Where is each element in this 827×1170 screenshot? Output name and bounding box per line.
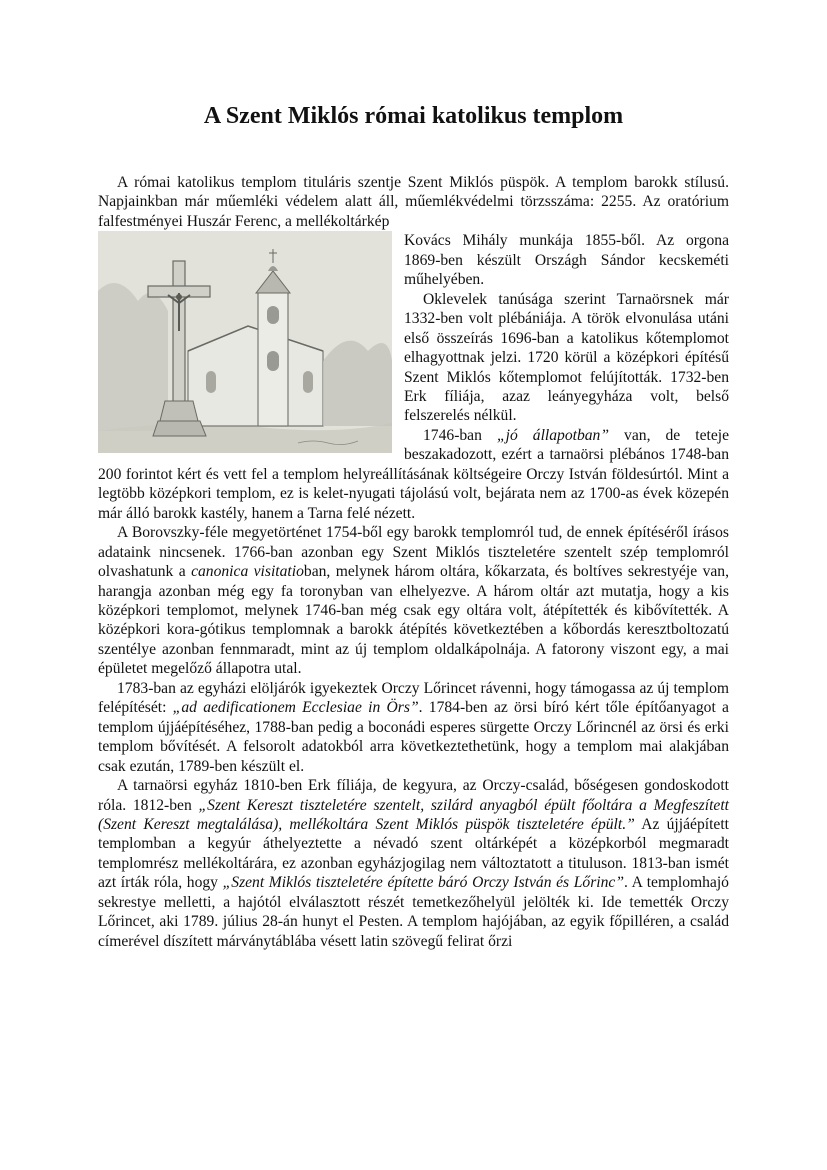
paragraph-5-text-a: 1783-ban az egyházi elöljárók igyekeztek Orczy Lőrincet rávenni, hogy támogassa az új templom felépítését: — [98, 679, 729, 717]
paragraph-6-text-b: Az újjáépített templomban a kegyúr áthelyeztette a névadó szent oltárképét a középkorból megmaradt templomrész mellékoltárára, ez azonban egyházjogilag nem változtatott a tituluson. 1813-ban ismét azt írták róla, hogy — [98, 815, 729, 892]
paragraph-3-quote: „jó állapotban” — [496, 426, 610, 444]
paragraph-4-italic: canonica visitatio — [191, 563, 304, 581]
paragraph-6 — [98, 776, 729, 951]
paragraph-3-text-a: 1746-ban — [423, 426, 497, 444]
church-sketch-image — [98, 231, 392, 453]
paragraph-3-text-b: van, de teteje beszakadozott, ezért a tarnaörsi plébános 1748-ban 200 forintot kért és vett fel a templom helyreállításának költségeire Orczy István földesúrtól. Mint a legtöbb középkori templom, ez is kelet-nyugati tájolású volt, bejárata nem az 1700-as évek közepén már álló barokk kastély, hanem a Tarna felé nézett. — [98, 426, 730, 522]
paragraph-4 — [98, 523, 729, 679]
paragraph-1 — [98, 173, 729, 231]
paragraph-6-text-a: A tarnaörsi egyház 1810-ben Erk fíliája, de kegyura, az Orczy-család, bőségesen gondoskodott róla. 1812-ben — [98, 777, 729, 814]
paragraph-5-text-b: . 1784-ben az örsi bíró kért tőle építőanyagot a templom újjáépítéséhez, 1788-ban pedig a boconádi esperes sürgette Orczy Lőrincnél az örsi és erki templom bővítését. A felsorolt adatokból arra következtethetünk, hogy a templom mai alakjában csak ezután, 1789-ben készült el. — [98, 699, 729, 775]
paragraph-5-italic: „ad aedificationem Ecclesiae in Örs” — [172, 699, 419, 717]
paragraph-1-text-a: A római katolikus templom tituláris szentje Szent Miklós püspök. A templom barokk stílusú. Napjainkban már műemléki védelem alatt áll, műemlékvédelmi törzsszáma: 2255. Az oratórium falfestményei Huszár Ferenc, a mellékoltárkép — [98, 174, 729, 230]
paragraph-4-text-b: ban, melynek három oltára, kőkarzata, és boltíves sekrestyéje van, harangja azonban még egy fa toronyban van elhelyezve. A három oltár azt mutatja, hogy a kis középkori templomot, melynek 1746-ban még csak egy oltára volt, átépítették és kibővítették. A középkori kora-gótikus templomnak a barokk átépítés következtében a kőbordás keresztboltozatú szentélye azonban fennmaradt, mint az új templom oldalkápolnája. A fatorony viszont egy, a mai épületet megelőző állapotra utal. — [98, 563, 729, 678]
paragraph-2-text: Oklevelek tanúsága szerint Tarnaörsnek már 1332-ben volt plébániája. A török elvonulása utáni első összeírás 1696-ban a katolikus kőtemplomot elhagyottnak jelzi. 1720 körül a középkori építésű Szent Miklós kőtemplomot felújították. 1732-ben Erk fíliája, azaz leányegyháza volt, belső felszerelés nélkül. — [404, 290, 729, 425]
paragraph-6-italic-1: „Szent Kereszt tiszteletére szentelt, szilárd anyagból épült főoltára a Megfeszített (Szent Kereszt megtalálása), mellékoltára Szent Miklós püspök tiszteletére épült.” — [98, 796, 729, 833]
paragraph-6-text-c: . A templomhajó sekrestye melletti, a hajótól elválasztott részét temetkezőhelyül jelölték ki. Ide temették Orczy Lőrincet, aki 1789. július 28-án hunyt el Pesten. A templom hajójában, az egyik főpilléren, a család címerével díszített márványtáblába vésett latin szövegű felirat őrzi — [98, 874, 729, 950]
page-title: A Szent Miklós római katolikus templom — [203, 103, 624, 129]
article-body — [98, 173, 729, 951]
paragraph-5 — [98, 679, 729, 776]
paragraph-6-italic-2: „Szent Miklós tiszteletére építette báró Orczy István és Lőrinc” — [222, 874, 624, 892]
paragraph-1-text-b: Kovács Mihály munkája 1855-ből. Az orgona 1869-ben készült Országh Sándor kecskeméti műhelyében. — [404, 232, 729, 289]
paragraph-4-text-a: A Borovszky-féle megyetörténet 1754-ből egy barokk templomról tud, de ennek építéséről írásos adataink nincsenek. 1766-ban azonban egy Szent Miklós tiszteletére szentelt szép templomról olvashatunk a — [98, 524, 729, 581]
church-sketch-icon — [98, 231, 392, 453]
